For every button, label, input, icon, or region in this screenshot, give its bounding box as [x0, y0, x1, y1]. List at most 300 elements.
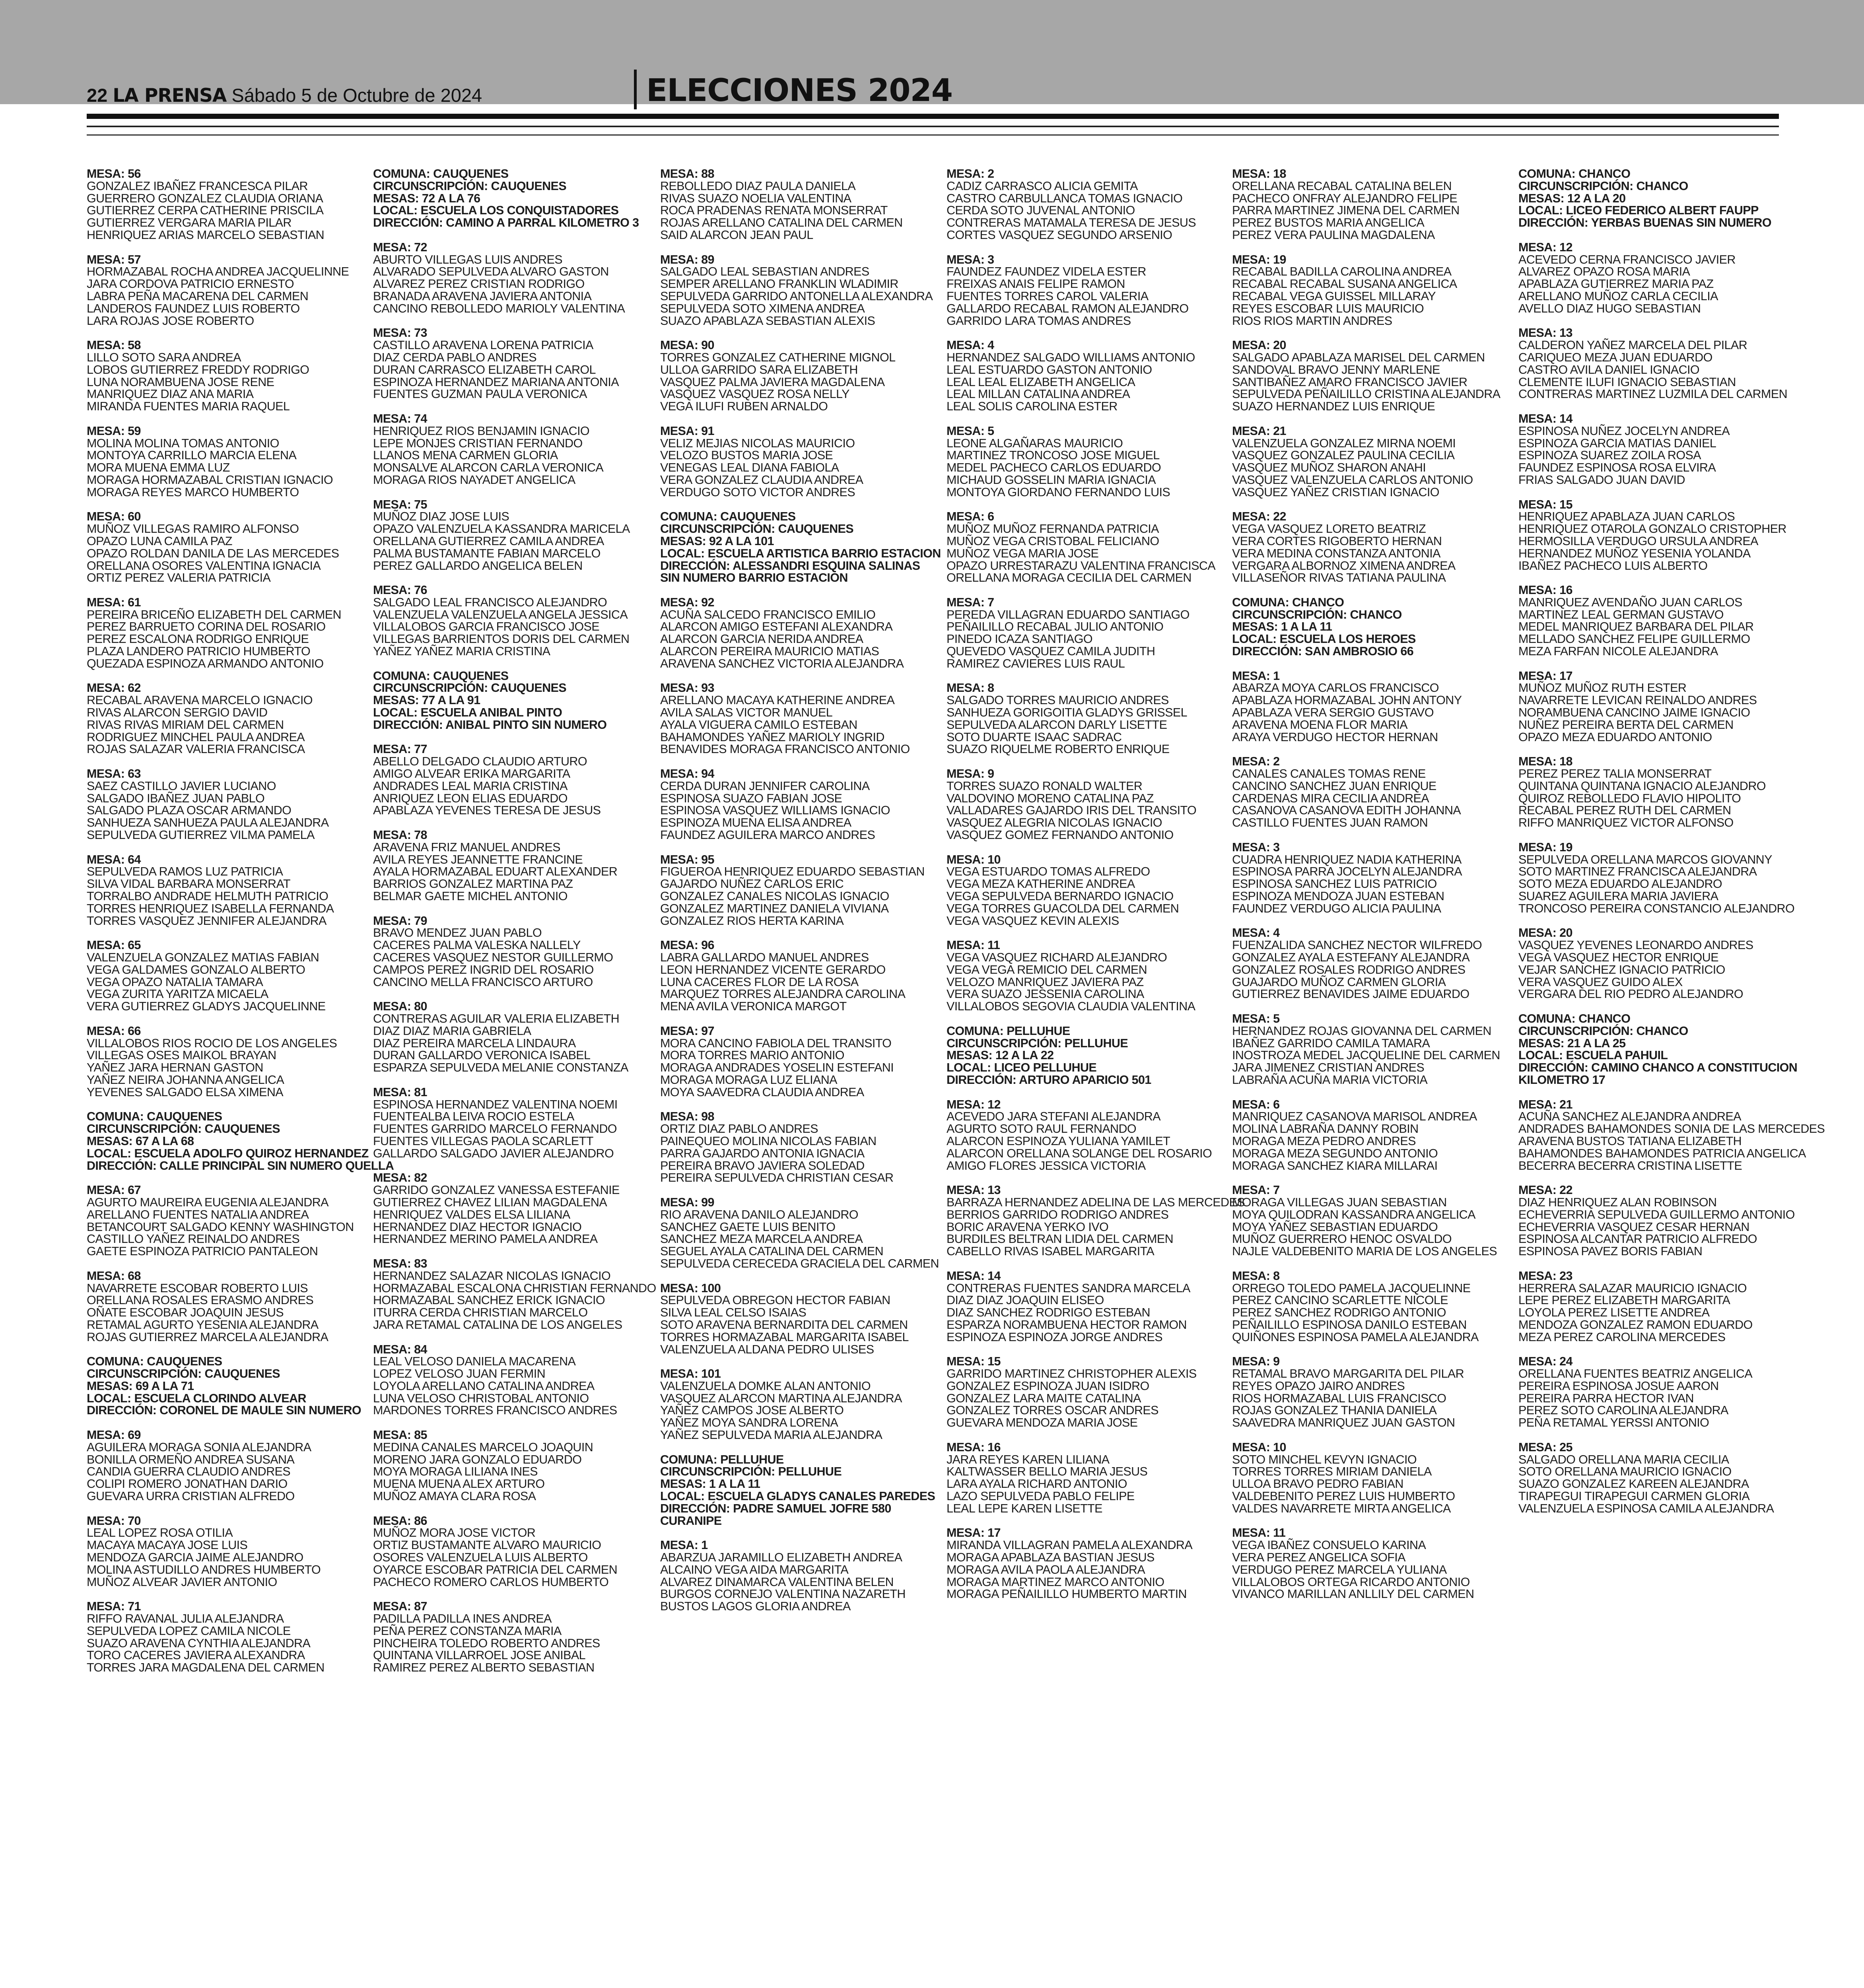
- voter-name: CONTRERAS MATAMALA TERESA DE JESUS: [947, 216, 1196, 230]
- polling-place-line: CIRCUNSCRIPCIÓN: CHANCO: [1232, 608, 1402, 621]
- voter-name: AGURTO MAUREIRA EUGENIA ALEJANDRA: [87, 1195, 328, 1209]
- mesa-block: [947, 768, 1219, 841]
- voter-name: CAMPOS PEREZ INGRID DEL ROSARIO: [373, 963, 594, 977]
- mesa-block: [660, 1539, 933, 1613]
- voter-name: TRONCOSO PEREIRA CONSTANCIO ALEJANDRO: [1518, 901, 1795, 915]
- newspaper-name: LA PRENSA: [113, 85, 227, 107]
- voter-name: SALGADO PLAZA OSCAR ARMANDO: [87, 804, 292, 817]
- voter-name: BAHAMONDES YAÑEZ MARIOLY INGRID: [660, 730, 884, 744]
- mesa-block: [373, 1172, 645, 1245]
- header-separator: [634, 70, 637, 109]
- mesa-title: MESA: 73: [373, 326, 427, 340]
- voter-name: PEÑAILILLO ESPINOSA DANILO ESTEBAN: [1232, 1318, 1467, 1332]
- mesa-title: MESA: 62: [87, 681, 141, 695]
- voter-name: GONZALEZ CANALES NICOLAS IGNACIO: [660, 889, 889, 903]
- voter-name: OPAZO LUNA CAMILA PAZ: [87, 534, 232, 548]
- voter-name: PEREIRA BRICEÑO ELIZABETH DEL CARMEN: [87, 608, 341, 621]
- voter-name: VERA VASQUEZ GUIDO ALEX: [1518, 975, 1683, 989]
- voter-name: MARTINEZ LEAL GERMAN GUSTAVO: [1518, 608, 1724, 621]
- voter-name: VALLADARES GAJARDO IRIS DEL TRANSITO: [947, 804, 1197, 817]
- voter-name: YAÑEZ MOYA SANDRA LORENA: [660, 1416, 838, 1430]
- mesa-block: [373, 584, 645, 658]
- voter-name: YAÑEZ YAÑEZ MARIA CRISTINA: [373, 645, 550, 658]
- voter-name: MIRANDA FUENTES MARIA RAQUEL: [87, 400, 290, 414]
- voter-name: CLEMENTE ILUFI IGNACIO SEBASTIAN: [1518, 375, 1736, 389]
- voter-name: ECHEVERRIA VASQUEZ CESAR HERNAN: [1518, 1220, 1749, 1234]
- mesa-title: MESA: 3: [1232, 840, 1280, 854]
- mesa-block: [1232, 1441, 1504, 1515]
- mesa-block: [373, 499, 645, 572]
- polling-place-line: CIRCUNSCRIPCIÓN: CAUQUENES: [373, 681, 566, 695]
- mesa-block: [373, 1256, 656, 1332]
- voter-name: LUNA VELOSO CHRISTOBAL ANTONIO: [373, 1391, 589, 1405]
- mesa-title: MESA: 12: [1518, 240, 1572, 254]
- voter-name: ABARZA MOYA CARLOS FRANCISCO: [1232, 681, 1439, 695]
- voter-name: RECABAL ARAVENA MARCELO IGNACIO: [87, 693, 313, 707]
- voter-name: HERNANDEZ SALAZAR NICOLAS IGNACIO: [373, 1269, 611, 1283]
- voter-name: DURAN GALLARDO VERONICA ISABEL: [373, 1048, 591, 1062]
- mesa-title: MESA: 72: [373, 240, 427, 254]
- mesa-block: [87, 511, 359, 584]
- voter-name: VEGA VASQUEZ HECTOR ENRIQUE: [1518, 951, 1718, 964]
- voter-name: IBAÑEZ GARRIDO CAMILA TAMARA: [1232, 1036, 1430, 1050]
- voter-name: RETAMAL AGURTO YESENIA ALEJANDRA: [87, 1318, 319, 1332]
- voter-name: BERRIOS GARRIDO RODRIGO ANDRES: [947, 1208, 1169, 1221]
- mesa-title: MESA: 100: [660, 1281, 721, 1295]
- voter-name: VASQUEZ MUÑOZ SHARON ANAHI: [1232, 461, 1426, 475]
- mesa-block: [1518, 499, 1791, 572]
- voter-name: LABRAÑA ACUÑA MARIA VICTORIA: [1232, 1073, 1428, 1087]
- mesa-title: MESA: 60: [87, 510, 141, 524]
- voter-name: SAAVEDRA MANRIQUEZ JUAN GASTON: [1232, 1416, 1455, 1430]
- voter-name: LANDEROS FAUNDEZ LUIS ROBERTO: [87, 301, 300, 315]
- voter-name: ALVAREZ OPAZO ROSA MARIA: [1518, 265, 1690, 279]
- voter-name: SUAREZ AGUILERA MARIA JAVIERA: [1518, 889, 1718, 903]
- voter-name: RIVAS SUAZO NOELIA VALENTINA: [660, 191, 851, 205]
- voter-name: MUÑOZ DIAZ JOSE LUIS: [373, 510, 509, 524]
- voter-name: AMIGO ALVEAR ERIKA MARGARITA: [373, 767, 570, 781]
- voter-name: VALENZUELA DOMKE ALAN ANTONIO: [660, 1379, 871, 1393]
- voter-name: ARAVENA MOENA FLOR MARIA: [1232, 718, 1407, 732]
- voter-name: BRAVO MENDEZ JUAN PABLO: [373, 926, 542, 940]
- voter-name: MUÑOZ GUERRERO HENOC OSVALDO: [1232, 1232, 1452, 1246]
- mesa-title: MESA: 20: [1518, 926, 1572, 940]
- voter-name: QUINTANA VILLARROEL JOSE ANIBAL: [373, 1648, 585, 1662]
- voter-name: LUNA CACERES FLOR DE LA ROSA: [660, 975, 859, 989]
- polling-place-block: [87, 1110, 394, 1173]
- polling-place-line: DIRECCIÓN: ANIBAL PINTO SIN NUMERO: [373, 718, 607, 732]
- polling-place-line: COMUNA: CAUQUENES: [660, 510, 796, 524]
- mesa-block: [1232, 927, 1504, 1000]
- mesa-block: [660, 1368, 933, 1441]
- voter-name: GARRIDO LARA TOMAS ANDRES: [947, 314, 1131, 328]
- voter-name: YAÑEZ NEIRA JOHANNA ANGELICA: [87, 1073, 284, 1087]
- mesa-title: MESA: 17: [947, 1526, 1001, 1540]
- mesa-block: [373, 743, 645, 817]
- voter-name: SALGADO TORRES MAURICIO ANDRES: [947, 693, 1169, 707]
- voter-name: PEREIRA ESPINOSA JOSUE AARON: [1518, 1379, 1719, 1393]
- voter-name: FAUNDEZ ESPINOSA ROSA ELVIRA: [1518, 461, 1716, 475]
- mesa-block: [660, 339, 933, 413]
- voter-name: HERRERA SALAZAR MAURICIO IGNACIO: [1518, 1281, 1747, 1295]
- voter-name: ALVARADO SEPULVEDA ALVARO GASTON: [373, 265, 609, 279]
- voter-name: ITURRA CERDA CHRISTIAN MARCELO: [373, 1306, 588, 1320]
- voter-name: SEMPER ARELLANO FRANKLIN WLADIMIR: [660, 277, 898, 291]
- voter-name: AGURTO SOTO RAUL FERNANDO: [947, 1122, 1137, 1136]
- polling-place-block: [373, 168, 645, 229]
- voter-name: PEÑAILILLO RECABAL JULIO ANTONIO: [947, 620, 1164, 634]
- voter-name: VERA PEREZ ANGELICA SOFIA: [1232, 1551, 1405, 1565]
- voter-name: CANCINO REBOLLEDO MARIOLY VALENTINA: [373, 301, 625, 315]
- voter-name: ROJAS GONZALEZ THANIA DANIELA: [1232, 1404, 1437, 1417]
- voter-name: ANDRADES BAHAMONDES SONIA DE LAS MERCEDES: [1518, 1122, 1825, 1136]
- mesa-title: MESA: 88: [660, 167, 714, 181]
- mesa-block: [1518, 670, 1791, 744]
- voter-name: MICHAUD GOSSELIN MARIA IGNACIA: [947, 473, 1156, 487]
- column-6: [1518, 167, 1825, 1527]
- voter-name: ALARCON ORELLANA SOLANGE DEL ROSARIO: [947, 1146, 1212, 1160]
- voter-name: VERA GONZALEZ CLAUDIA ANDREA: [660, 473, 863, 487]
- mesa-block: [947, 511, 1219, 584]
- voter-name: VASQUEZ VASQUEZ ROSA NELLY: [660, 387, 849, 401]
- voter-name: CASTILLO ARAVENA LORENA PATRICIA: [373, 338, 593, 352]
- mesa-title: MESA: 94: [660, 767, 714, 781]
- mesa-block: [947, 854, 1219, 927]
- voter-name: APABLAZA YEVENES TERESA DE JESUS: [373, 804, 601, 817]
- mesa-title: MESA: 9: [1232, 1355, 1280, 1369]
- voter-name: ORELLANA RECABAL CATALINA BELEN: [1232, 179, 1452, 193]
- voter-name: PEREZ SANCHEZ RODRIGO ANTONIO: [1232, 1306, 1446, 1320]
- voter-name: MEDEL PACHECO CARLOS EDUARDO: [947, 461, 1161, 475]
- voter-name: SOTO ORELLANA MAURICIO IGNACIO: [1518, 1465, 1732, 1479]
- voter-name: QUEVEDO VASQUEZ CAMILA JUDITH: [947, 645, 1155, 658]
- voter-name: SAEZ CASTILLO JAVIER LUCIANO: [87, 779, 276, 793]
- mesa-block: [947, 682, 1219, 755]
- voter-name: LLANOS MENA CARMEN GLORIA: [373, 448, 558, 462]
- voter-name: OPAZO VALENZUELA KASSANDRA MARICELA: [373, 522, 630, 536]
- mesa-title: MESA: 13: [947, 1183, 1001, 1197]
- voter-name: AYALA VIGUERA CAMILO ESTEBAN: [660, 718, 857, 732]
- mesa-block: [373, 1000, 645, 1074]
- header-rule-thin-lower: [87, 134, 1779, 136]
- mesa-block: [87, 682, 359, 755]
- voter-name: GARRIDO GONZALEZ VANESSA ESTEFANIE: [373, 1183, 620, 1197]
- voter-name: INOSTROZA MEDEL JACQUELINE DEL CARMEN: [1232, 1048, 1500, 1062]
- voter-name: ABARZUA JARAMILLO ELIZABETH ANDREA: [660, 1551, 902, 1565]
- voter-name: APABLAZA VERA SERGIO GUSTAVO: [1232, 706, 1434, 720]
- voter-name: CONTRERAS AGUILAR VALERIA ELIZABETH: [373, 1011, 620, 1025]
- voter-name: ROJAS GUTIERREZ MARCELA ALEJANDRA: [87, 1330, 328, 1344]
- polling-place-line: MESAS: 21 A LA 25: [1518, 1036, 1626, 1050]
- voter-name: ORTIZ PEREZ VALERIA PATRICIA: [87, 571, 271, 585]
- voter-name: BARRAZA HERNANDEZ ADELINA DE LAS MERCEDES: [947, 1195, 1245, 1209]
- voter-name: VERA SUAZO JESSENIA CAROLINA: [947, 987, 1144, 1001]
- voter-name: ABELLO DELGADO CLAUDIO ARTURO: [373, 755, 587, 769]
- voter-name: LOYOLA ARELLANO CATALINA ANDREA: [373, 1379, 595, 1393]
- voter-name: ESPINOZA SUAREZ ZOILA ROSA: [1518, 448, 1701, 462]
- voter-name: FIGUEROA HENRIQUEZ EDUARDO SEBASTIAN: [660, 865, 925, 879]
- voter-name: VASQUEZ GONZALEZ PAULINA CECILIA: [1232, 448, 1455, 462]
- voter-name: SANTIBAÑEZ AMARO FRANCISCO JAVIER: [1232, 375, 1467, 389]
- polling-place-line: COMUNA: CHANCO: [1518, 1011, 1631, 1025]
- mesa-block: [87, 425, 359, 499]
- voter-name: ARAVENA BUSTOS TATIANA ELIZABETH: [1518, 1134, 1742, 1148]
- voter-name: DIAZ SANCHEZ RODRIGO ESTEBAN: [947, 1306, 1150, 1320]
- voter-name: ESPINOSA SUAZO FABIAN JOSE: [660, 791, 842, 805]
- voter-name: SUAZO GONZALEZ KAREEN ALEJANDRA: [1518, 1477, 1749, 1491]
- mesa-block: [660, 1110, 933, 1184]
- mesa-title: MESA: 22: [1232, 510, 1286, 524]
- voter-name: LOYOLA PEREZ LISETTE ANDREA: [1518, 1306, 1710, 1320]
- polling-place-block: [1518, 168, 1791, 229]
- voter-name: MUÑOZ MORA JOSE VICTOR: [373, 1526, 536, 1540]
- polling-place-block: [660, 1454, 933, 1527]
- voter-name: RODRIGUEZ MINCHEL PAULA ANDREA: [87, 730, 305, 744]
- mesa-title: MESA: 101: [660, 1367, 721, 1381]
- voter-name: VALENZUELA GONZALEZ MIRNA NOEMI: [1232, 436, 1456, 450]
- mesa-title: MESA: 68: [87, 1269, 141, 1283]
- voter-name: SEPULVEDA LOPEZ CAMILA NICOLE: [87, 1624, 291, 1638]
- mesa-title: MESA: 16: [947, 1440, 1001, 1454]
- voter-name: MOYA MORAGA LILIANA INES: [373, 1465, 538, 1479]
- mesa-block: [1518, 327, 1791, 400]
- mesa-block: [87, 1600, 359, 1674]
- mesa-block: [1518, 1183, 1795, 1258]
- voter-name: CANCINO SANCHEZ JUAN ENRIQUE: [1232, 779, 1436, 793]
- voter-name: CACERES PALMA VALESKA NALLELY: [373, 938, 581, 952]
- page-number: 22: [87, 85, 108, 106]
- voter-name: PEREIRA PARRA HECTOR IVAN: [1518, 1391, 1694, 1405]
- voter-name: MUÑOZ MUÑOZ RUTH ESTER: [1518, 681, 1687, 695]
- voter-name: BORIC ARAVENA YERKO IVO: [947, 1220, 1109, 1234]
- voter-name: FAUNDEZ AGUILERA MARCO ANDRES: [660, 828, 875, 842]
- mesa-title: MESA: 21: [1518, 1097, 1572, 1111]
- voter-name: MORAGA ANDRADES YOSELIN ESTEFANI: [660, 1061, 894, 1075]
- voter-name: VEGA VASQUEZ RICHARD ALEJANDRO: [947, 951, 1167, 964]
- voter-name: REBOLLEDO DIAZ PAULA DANIELA: [660, 179, 856, 193]
- voter-name: MORAGA MEZA PEDRO ANDRES: [1232, 1134, 1416, 1148]
- voter-name: LOPEZ VELOSO JUAN FERMIN: [373, 1367, 546, 1381]
- mesa-title: MESA: 2: [1232, 755, 1280, 769]
- mesa-title: MESA: 69: [87, 1428, 141, 1442]
- voter-name: FUENTES TORRES CAROL VALERIA: [947, 289, 1149, 303]
- voter-name: RECABAL BADILLA CAROLINA ANDREA: [1232, 265, 1452, 279]
- voter-name: MEDINA CANALES MARCELO JOAQUIN: [373, 1440, 593, 1454]
- voter-name: COLIPI ROMERO JONATHAN DARIO: [87, 1477, 288, 1491]
- voter-name: GUEVARA MENDOZA MARIA JOSE: [947, 1416, 1138, 1430]
- voter-name: SEPULVEDA GUTIERREZ VILMA PAMELA: [87, 828, 315, 842]
- voter-name: FRIAS SALGADO JUAN DAVID: [1518, 473, 1685, 487]
- polling-place-line: COMUNA: CHANCO: [1518, 167, 1631, 181]
- mesa-block: [87, 168, 359, 241]
- voter-name: SEPULVEDA ALARCON DARLY LISETTE: [947, 718, 1167, 732]
- voter-name: MEZA PEREZ CAROLINA MERCEDES: [1518, 1330, 1726, 1344]
- voter-name: SEPULVEDA RAMOS LUZ PATRICIA: [87, 865, 283, 879]
- voter-name: SALGADO APABLAZA MARISEL DEL CARMEN: [1232, 350, 1485, 364]
- voter-name: VERGARA ALBORNOZ XIMENA ANDREA: [1232, 559, 1456, 573]
- voter-name: VILLALOBOS RIOS ROCIO DE LOS ANGELES: [87, 1036, 337, 1050]
- mesa-block: [87, 1515, 359, 1588]
- polling-place-line: DIRECCIÓN: ARTURO APARICIO 501: [947, 1073, 1151, 1087]
- voter-name: ESPINOSA PAVEZ BORIS FABIAN: [1518, 1244, 1703, 1258]
- mesa-title: MESA: 71: [87, 1600, 141, 1613]
- polling-place-line: DIRECCIÓN: CORONEL DE MAULE SIN NUMERO: [87, 1404, 362, 1417]
- polling-place-block: [660, 510, 941, 585]
- voter-name: REYES OPAZO JAIRO ANDRES: [1232, 1379, 1405, 1393]
- voter-name: RIVAS ALARCON SERGIO DAVID: [87, 706, 268, 720]
- voter-name: MEZA FARFAN NICOLE ALEJANDRA: [1518, 645, 1718, 658]
- voter-name: ORREGO TOLEDO PAMELA JACQUELINNE: [1232, 1281, 1471, 1295]
- column-2: [373, 167, 656, 1686]
- voter-name: SAID ALARCON JEAN PAUL: [660, 228, 813, 242]
- polling-place-line: DIRECCIÓN: ALESSANDRI ESQUINA SALINAS: [660, 559, 920, 573]
- mesa-block: [1518, 1355, 1791, 1429]
- voter-name: MORAGA APABLAZA BASTIAN JESUS: [947, 1551, 1155, 1565]
- mesa-block: [373, 829, 645, 903]
- voter-name: MUÑOZ VILLEGAS RAMIRO ALFONSO: [87, 522, 299, 536]
- voter-name: ARAVENA FRIZ MANUEL ANDRES: [373, 840, 560, 854]
- voter-name: ESPINOZA ESPINOZA JORGE ANDRES: [947, 1330, 1163, 1344]
- voter-name: MARQUEZ TORRES ALEJANDRA CAROLINA: [660, 987, 906, 1001]
- mesa-title: MESA: 80: [373, 1000, 427, 1013]
- mesa-block: [1232, 339, 1504, 413]
- voter-name: GONZALEZ RIOS HERTA KARINA: [660, 914, 844, 928]
- voter-name: HORMAZABAL SANCHEZ ERICK IGNACIO: [373, 1293, 605, 1307]
- polling-place-line: LOCAL: ESCUELA CLORINDO ALVEAR: [87, 1391, 306, 1405]
- mesa-block: [947, 425, 1219, 499]
- voter-name: BELMAR GAETE MICHEL ANTONIO: [373, 889, 568, 903]
- voter-name: YEVENES SALGADO ELSA XIMENA: [87, 1085, 284, 1099]
- voter-name: GALLARDO RECABAL RAMON ALEJANDRO: [947, 301, 1189, 315]
- voter-name: RIOS RIOS MARTIN ANDRES: [1232, 314, 1392, 328]
- voter-name: TORRES GONZALEZ CATHERINE MIGNOL: [660, 350, 896, 364]
- voter-name: YAÑEZ JARA HERNAN GASTON: [87, 1061, 263, 1075]
- voter-name: SEPULVEDA SOTO XIMENA ANDREA: [660, 301, 865, 315]
- voter-name: ORTIZ DIAZ PABLO ANDRES: [660, 1122, 818, 1136]
- voter-name: MUÑOZ AMAYA CLARA ROSA: [373, 1489, 536, 1503]
- voter-name: AVILA SALAS VICTOR MANUEL: [660, 706, 833, 720]
- voter-name: BURGOS CORNEJO VALENTINA NAZARETH: [660, 1587, 906, 1601]
- mesa-title: MESA: 14: [1518, 412, 1572, 425]
- mesa-block: [373, 1343, 645, 1417]
- voter-name: PLAZA LANDERO PATRICIO HUMBERTO: [87, 645, 311, 658]
- mesa-block: [660, 168, 933, 241]
- voter-name: RECABAL RECABAL SUSANA ANGELICA: [1232, 277, 1457, 291]
- voter-name: LEPE PEREZ ELIZABETH MARGARITA: [1518, 1293, 1730, 1307]
- mesa-block: [947, 939, 1219, 1013]
- mesa-block: [660, 854, 933, 927]
- mesa-title: MESA: 75: [373, 497, 427, 511]
- mesa-block: [1232, 841, 1504, 915]
- mesa-title: MESA: 65: [87, 938, 141, 952]
- mesa-title: MESA: 83: [373, 1256, 427, 1270]
- voter-name: LARA AYALA RICHARD ANTONIO: [947, 1477, 1127, 1491]
- voter-name: VASQUEZ ALEGRIA NICOLAS IGNACIO: [947, 816, 1162, 830]
- voter-name: BRANADA ARAVENA JAVIERA ANTONIA: [373, 289, 592, 303]
- voter-name: SUAZO RIQUELME ROBERTO ENRIQUE: [947, 742, 1170, 756]
- voter-name: FUENTES GARRIDO MARCELO FERNANDO: [373, 1122, 617, 1136]
- voter-name: ESPINOZA GARCIA MATIAS DANIEL: [1518, 436, 1716, 450]
- voter-name: FUENTEALBA LEIVA ROCIO ESTELA: [373, 1110, 574, 1124]
- mesa-title: MESA: 4: [947, 338, 994, 352]
- voter-name: HENRIQUEZ APABLAZA JUAN CARLOS: [1518, 510, 1735, 524]
- voter-name: SEPULVEDA GARRIDO ANTONELLA ALEXANDRA: [660, 289, 933, 303]
- mesa-block: [1232, 755, 1504, 829]
- page-folio: [87, 84, 482, 107]
- polling-place-line: MESAS: 12 A LA 20: [1518, 191, 1626, 205]
- section-title: ELECCIONES 2024: [646, 73, 953, 109]
- polling-place-line: SIN NUMERO BARRIO ESTACION: [660, 571, 848, 585]
- voter-name: SILVA LEAL CELSO ISAIAS: [660, 1306, 807, 1320]
- mesa-title: MESA: 87: [373, 1600, 427, 1613]
- mesa-block: [1232, 1527, 1504, 1600]
- mesa-block: [947, 339, 1219, 413]
- voter-name: VALDES NAVARRETE MIRTA ANGELICA: [1232, 1501, 1451, 1515]
- mesa-block: [947, 1099, 1219, 1172]
- voter-name: PACHECO ONFRAY ALEJANDRO FELIPE: [1232, 191, 1458, 205]
- mesa-title: MESA: 57: [87, 252, 141, 266]
- mesa-title: MESA: 93: [660, 681, 714, 695]
- voter-name: SANHUEZA GORIGOITIA GLADYS GRISSEL: [947, 706, 1188, 720]
- mesa-title: MESA: 66: [87, 1024, 141, 1038]
- voter-name: VALENZUELA ALDANA PEDRO ULISES: [660, 1342, 874, 1356]
- mesa-block: [373, 327, 645, 400]
- voter-name: SEGUEL AYALA CATALINA DEL CARMEN: [660, 1244, 884, 1258]
- mesa-block: [87, 768, 359, 841]
- voter-name: ROJAS ARELLANO CATALINA DEL CARMEN: [660, 216, 903, 230]
- polling-place-line: MESAS: 69 A LA 71: [87, 1379, 194, 1393]
- voter-name: ORELLANA OSORES VALENTINA IGNACIA: [87, 559, 321, 573]
- voter-name: MORA CANCINO FABIOLA DEL TRANSITO: [660, 1036, 892, 1050]
- voter-name: APABLAZA HORMAZABAL JOHN ANTONY: [1232, 693, 1462, 707]
- voter-name: SUAZO ARAVENA CYNTHIA ALEJANDRA: [87, 1636, 311, 1650]
- voter-name: PEREZ ESCALONA RODRIGO ENRIQUE: [87, 632, 309, 646]
- voter-name: TORRES SUAZO RONALD WALTER: [947, 779, 1143, 793]
- column-1: [87, 167, 394, 1686]
- mesa-title: MESA: 23: [1518, 1269, 1572, 1283]
- voter-name: NORAMBUENA CANCINO JAIME IGNACIO: [1518, 706, 1750, 720]
- mesa-title: MESA: 15: [947, 1355, 1001, 1369]
- voter-name: FAUNDEZ VERDUGO ALICIA PAULINA: [1232, 901, 1441, 915]
- voter-name: MARTINEZ TRONCOSO JOSE MIGUEL: [947, 448, 1160, 462]
- voter-name: YAÑEZ SEPULVEDA MARIA ALEJANDRA: [660, 1428, 882, 1442]
- voter-name: ROCA PRADENAS RENATA MONSERRAT: [660, 204, 888, 217]
- mesa-block: [1232, 254, 1504, 327]
- voter-name: MORAGA SANCHEZ KIARA MILLARAI: [1232, 1159, 1438, 1173]
- voter-name: ORELLANA FUENTES BEATRIZ ANGELICA: [1518, 1367, 1753, 1381]
- voter-name: SEPULVEDA PEÑAILILLO CRISTINA ALEJANDRA: [1232, 387, 1501, 401]
- voter-name: CUADRA HENRIQUEZ NADIA KATHERINA: [1232, 852, 1462, 866]
- voter-name: ROJAS SALAZAR VALERIA FRANCISCA: [87, 742, 305, 756]
- voter-name: MORAGA MORAGA LUZ ELIANA: [660, 1073, 837, 1087]
- voter-name: ESPINOSA HERNANDEZ VALENTINA NOEMI: [373, 1097, 618, 1111]
- voter-name: HENRIQUEZ OTAROLA GONZALO CRISTOPHER: [1518, 522, 1786, 536]
- mesa-title: MESA: 56: [87, 167, 141, 181]
- mesa-title: MESA: 6: [947, 510, 994, 524]
- voter-name: AVILA REYES JEANNETTE FRANCINE: [373, 852, 583, 866]
- mesa-block: [1232, 1355, 1504, 1429]
- voter-name: ACEVEDO CERNA FRANCISCO JAVIER: [1518, 252, 1736, 266]
- voter-name: CACERES VASQUEZ NESTOR GUILLERMO: [373, 951, 613, 964]
- voter-name: RETAMAL BRAVO MARGARITA DEL PILAR: [1232, 1367, 1464, 1381]
- polling-place-line: LOCAL: LICEO PELLUHUE: [947, 1061, 1097, 1075]
- polling-place-line: COMUNA: CAUQUENES: [87, 1355, 222, 1369]
- voter-name: OPAZO URRESTARAZU VALENTINA FRANCISCA: [947, 559, 1216, 573]
- voter-name: GAJARDO NUÑEZ CARLOS ERIC: [660, 877, 844, 891]
- mesa-title: MESA: 86: [373, 1514, 427, 1528]
- polling-place-line: COMUNA: CAUQUENES: [373, 167, 509, 181]
- mesa-title: MESA: 84: [373, 1342, 427, 1356]
